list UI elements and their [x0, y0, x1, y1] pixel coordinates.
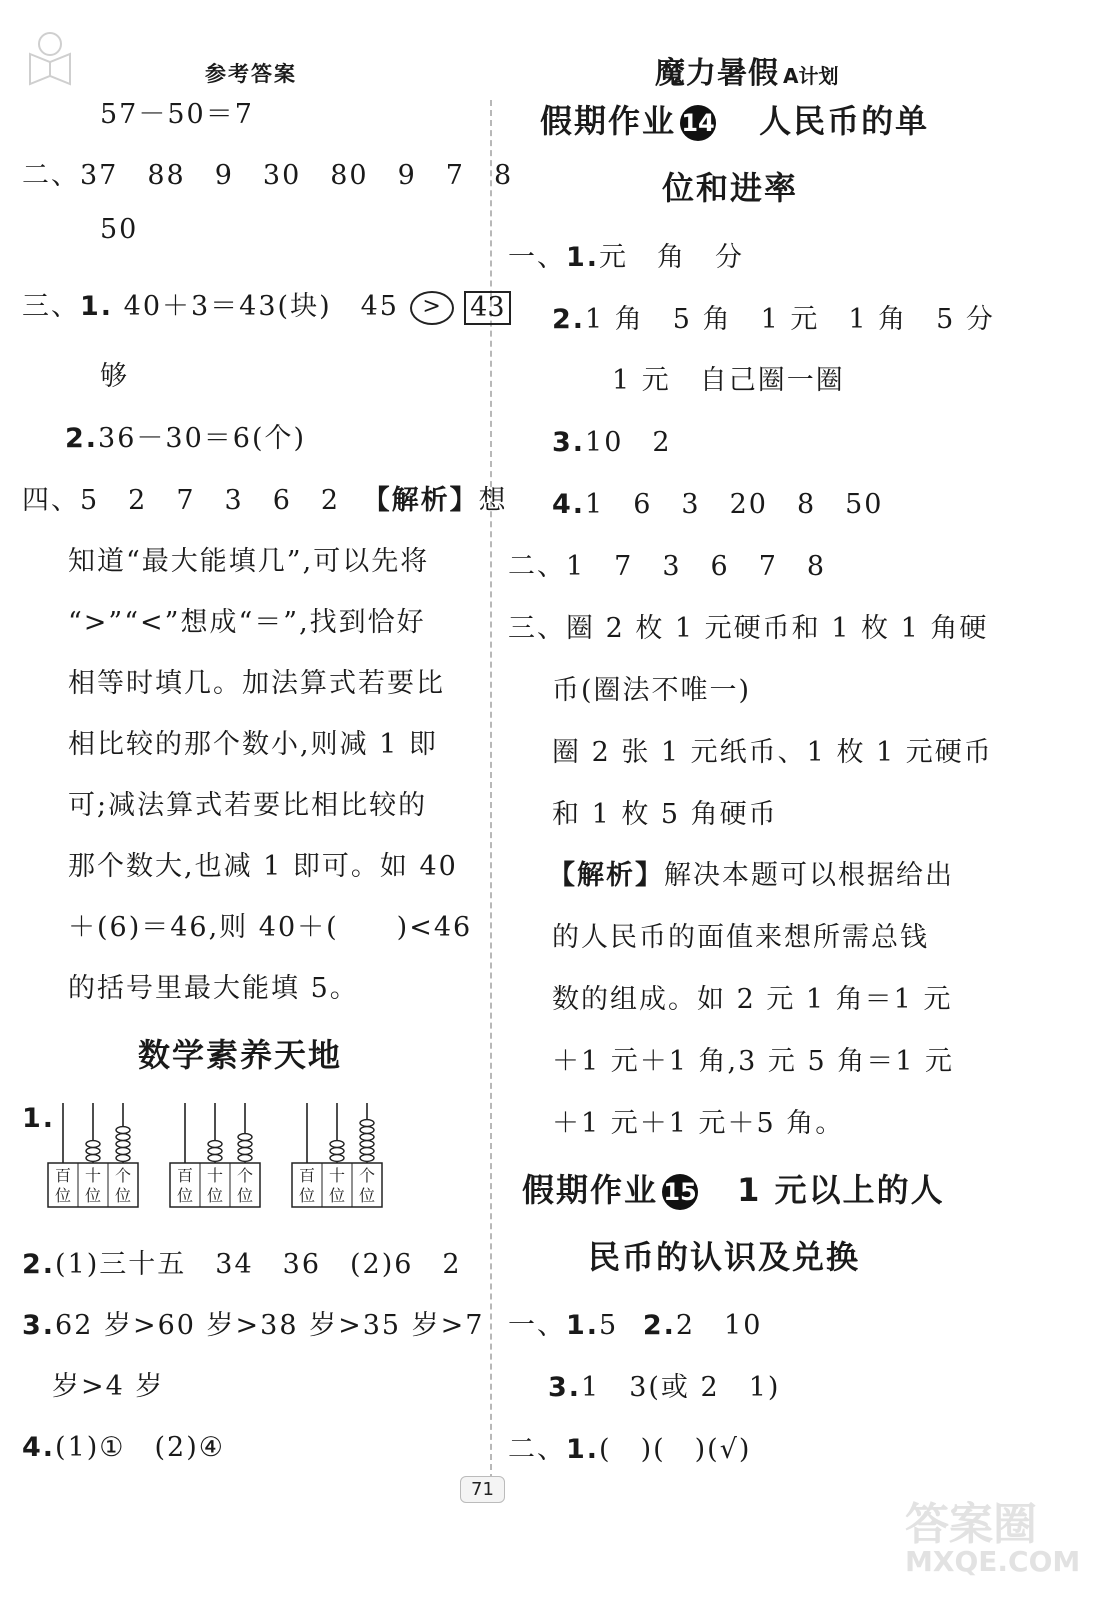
lesson-number-badge: 15 [662, 1174, 698, 1210]
answer-line [552, 297, 995, 336]
header-label: 参考答案 [205, 62, 297, 86]
analysis-line: ＋1 元＋1 元＋5 角。 [552, 1108, 845, 1139]
analysis-line: “>”“<”想成“＝”,找到恰好 [68, 607, 426, 638]
abacus-bead [86, 1155, 100, 1162]
homework-title-14-line2: 位和进率 [662, 169, 799, 207]
analysis-line: 的人民币的面值来想所需总钱 [552, 922, 929, 953]
analysis-tag: 【解析】 [362, 485, 479, 516]
answer-text: 40＋3＝43(块) 45 [123, 291, 399, 322]
analysis-line: ＋1 元＋1 角,3 元 5 角＝1 元 [552, 1046, 954, 1077]
abacus-label-bottom: 位 [54, 1186, 72, 1205]
answer-line [508, 235, 744, 274]
answer-line: 50 [100, 214, 139, 245]
boxed-answer: 43 [464, 291, 510, 325]
answer-text: ( )( )(√) [599, 1434, 752, 1465]
question-number: 1. [566, 242, 600, 273]
answer-text: (1)三十五 34 36 (2)6 2 [55, 1249, 462, 1280]
answer-values: 37 88 9 30 80 9 7 8 [80, 160, 514, 191]
answer-line: 和 1 枚 5 角硬币 [552, 799, 778, 830]
answer-line [22, 1303, 484, 1342]
abacus-bead [360, 1134, 374, 1141]
answer-line: 圈 2 张 1 元纸币、1 枚 1 元硬币 [552, 737, 993, 768]
analysis-line: 数的组成。如 2 元 1 角＝1 元 [552, 984, 953, 1015]
watermark-url: MXQE.COM [905, 1545, 1081, 1578]
question-number: 2. [642, 1310, 676, 1341]
abacus-bead [360, 1148, 374, 1155]
answer-line [22, 1242, 462, 1281]
answer-line: 币(圈法不唯一) [552, 675, 752, 706]
page-number: 71 [460, 1476, 505, 1503]
brand-title: 魔力暑假 [655, 56, 779, 91]
answer-text: (1)① (2)④ [55, 1432, 225, 1463]
section-number: 二、 [508, 1434, 566, 1465]
answer-line: 57－50＝7 [100, 99, 254, 130]
abacus-label-bottom: 位 [358, 1186, 376, 1205]
abacus-label-top: 百 [54, 1166, 72, 1185]
book-logo-icon [22, 30, 78, 92]
answer-line [22, 153, 513, 192]
abacus-label-top: 个 [114, 1166, 132, 1185]
abacus-label-bottom: 位 [114, 1186, 132, 1205]
abacus-label-bottom: 位 [236, 1186, 254, 1205]
section-number: 一、 [508, 242, 566, 273]
analysis-line: 那个数大,也减 1 即可。如 40 [68, 851, 458, 882]
answer-line [22, 284, 511, 325]
analysis-line: 相等时填几。加法算式若要比 [68, 668, 445, 699]
question-number: 1. [566, 1434, 600, 1465]
answer-line [22, 478, 508, 517]
answer-text: 1 3(或 2 1) [581, 1372, 781, 1403]
answer-line [548, 1365, 780, 1404]
abacus-label-bottom: 位 [328, 1186, 346, 1205]
answer-text: 圈 2 枚 1 元硬币和 1 枚 1 角硬 [566, 613, 989, 644]
question-number: 1. [566, 1310, 600, 1341]
answer-line: 1 元 自己圈一圈 [612, 365, 845, 396]
abacus-bead [360, 1155, 374, 1162]
question-number: 2. [22, 1249, 56, 1280]
abacus-bead [208, 1148, 222, 1155]
answer-line: 够 [100, 361, 129, 392]
comparison-symbol: > [410, 291, 454, 325]
title-prefix: 假期作业 [522, 1171, 659, 1209]
abacus-label-top: 十 [328, 1166, 346, 1185]
abacus-label-top: 十 [206, 1166, 224, 1185]
abacus-label-bottom: 位 [84, 1186, 102, 1205]
question-number: 2. [65, 423, 99, 454]
abacus-bead [208, 1141, 222, 1148]
analysis-line: 知道“最大能填几”,可以先将 [68, 546, 430, 577]
watermark-logo: 答案圈 [905, 1499, 1037, 1550]
brand-suffix: A计划 [783, 64, 839, 88]
abacus-bead [360, 1127, 374, 1134]
answer-line: 岁>4 岁 [52, 1371, 165, 1402]
analysis-line: 的括号里最大能填 5。 [68, 973, 359, 1004]
abacus-bead [116, 1141, 130, 1148]
abacus-bead [238, 1155, 252, 1162]
abacus-label-top: 百 [176, 1166, 194, 1185]
abacus-bead [116, 1134, 130, 1141]
title-prefix: 假期作业 [540, 102, 677, 140]
abacus-bead [238, 1148, 252, 1155]
abacus-bead [116, 1148, 130, 1155]
abacus-bead [330, 1148, 344, 1155]
brand-logo [655, 48, 838, 92]
homework-title-15-line2: 民币的认识及兑换 [588, 1238, 861, 1276]
answer-line [508, 1427, 751, 1466]
abacus-label-bottom: 位 [176, 1186, 194, 1205]
lesson-number-badge: 14 [680, 105, 716, 141]
section-number: 二、 [508, 551, 566, 582]
abacus-label-top: 个 [358, 1166, 376, 1185]
abacus-bead [238, 1141, 252, 1148]
answer-text: 1 角 5 角 1 元 1 角 5 分 [585, 304, 995, 335]
answer-line [508, 544, 826, 583]
abacus-label-bottom: 位 [206, 1186, 224, 1205]
question-number: 3. [22, 1310, 56, 1341]
title-text: 1 元以上的人 [737, 1171, 945, 1209]
answer-text: 2 10 [675, 1310, 763, 1341]
answer-text: 元 角 分 [599, 242, 745, 273]
analysis-tag: 【解析】 [548, 860, 664, 891]
question-number: 4. [22, 1432, 56, 1463]
answer-line [508, 606, 988, 645]
abacus-label-bottom: 位 [298, 1186, 316, 1205]
abacus-figure [170, 1103, 260, 1207]
question-number: 3. [552, 427, 586, 458]
question-number: 1. [80, 291, 114, 322]
abacus-bead [208, 1155, 222, 1162]
abacus-bead [86, 1148, 100, 1155]
section-title: 数学素养天地 [138, 1036, 343, 1074]
section-number: 四、 [22, 485, 80, 516]
answer-text: 10 2 [585, 427, 672, 458]
abacus-bead [330, 1155, 344, 1162]
answer-values: 1 7 3 6 7 8 [566, 551, 827, 582]
answer-line [65, 416, 306, 455]
abacus-bead [360, 1120, 374, 1127]
analysis-line: 相比较的那个数小,则减 1 即 [68, 729, 438, 760]
abacus-bead [116, 1155, 130, 1162]
abacus-svg [40, 1095, 400, 1215]
abacus-bead [116, 1127, 130, 1134]
section-number: 三、 [508, 613, 566, 644]
answer-text: 解决本题可以根据给出 [664, 860, 954, 891]
answer-text: 36－30＝6(个) [98, 423, 307, 454]
abacus-figures [40, 1095, 400, 1219]
question-number: 4. [552, 489, 586, 520]
analysis-line: 可;减法算式若要比相比较的 [68, 790, 428, 821]
section-number: 二、 [22, 160, 80, 191]
question-number: 3. [548, 1372, 582, 1403]
abacus-figure [48, 1103, 138, 1207]
abacus-bead [360, 1141, 374, 1148]
section-number: 三、 [22, 291, 80, 322]
answer-values: 5 2 7 3 6 2 [80, 485, 341, 516]
question-number: 2. [552, 304, 586, 335]
abacus-bead [330, 1141, 344, 1148]
answer-line [22, 1425, 225, 1464]
abacus-label-top: 十 [84, 1166, 102, 1185]
abacus-label-top: 百 [298, 1166, 316, 1185]
abacus-figure [292, 1103, 382, 1207]
homework-title-14 [540, 96, 929, 142]
answer-line [552, 482, 883, 521]
answer-line [548, 853, 954, 892]
answer-text: 想 [478, 485, 508, 516]
homework-title-15 [522, 1165, 945, 1211]
abacus-bead [238, 1134, 252, 1141]
answer-text: 1 6 3 20 8 50 [585, 489, 884, 520]
question-number: 1. [22, 1103, 56, 1134]
answer-text: 62 岁>60 岁>38 岁>35 岁>7 [55, 1310, 485, 1341]
analysis-line: ＋(6)＝46,则 40＋( )<46 [68, 912, 473, 943]
section-number: 一、 [508, 1310, 566, 1341]
answer-line [552, 420, 672, 459]
abacus-label-top: 个 [236, 1166, 254, 1185]
answer-line [508, 1303, 762, 1342]
answer-text: 5 [599, 1310, 619, 1341]
abacus-bead [86, 1141, 100, 1148]
title-text: 人民币的单 [759, 102, 930, 140]
